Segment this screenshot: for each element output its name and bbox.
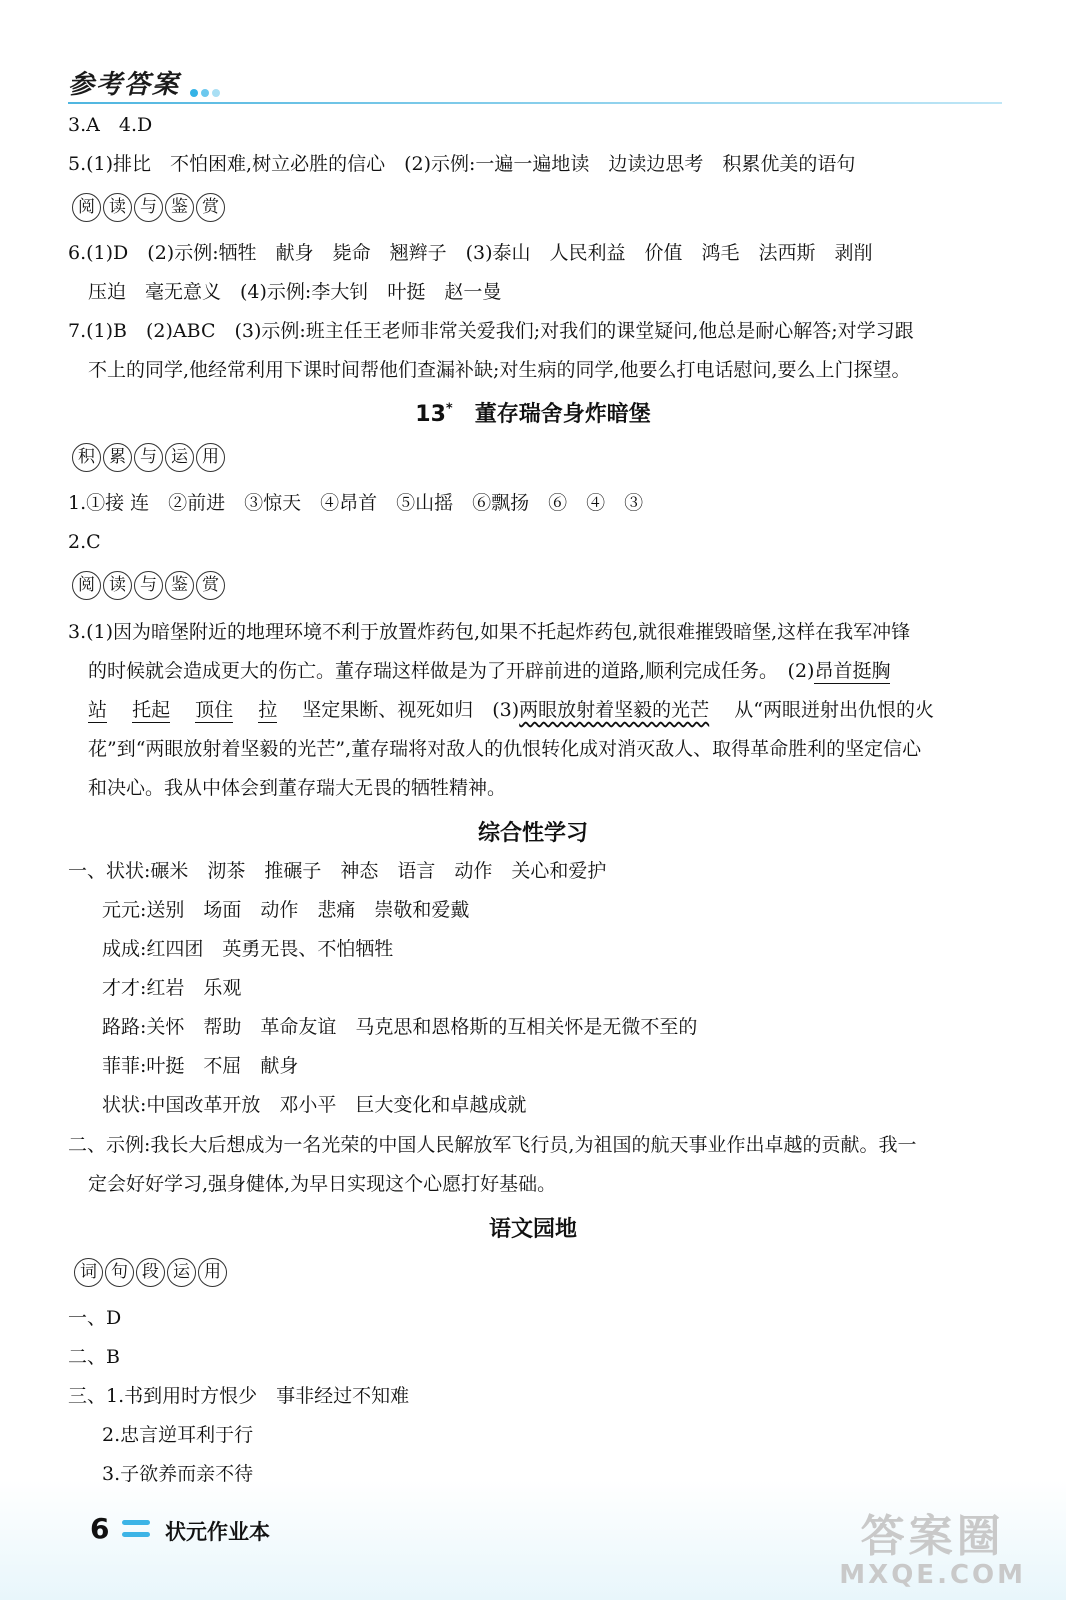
answer-line: 成成:红四团 英勇无畏、不怕牺牲: [102, 938, 394, 960]
underlined-answer: 站: [88, 699, 108, 721]
header-dots: [190, 82, 223, 101]
answer-line: [88, 658, 890, 684]
answer-line: 6.(1)D (2)示例:牺牲 献身 毙命 翘辫子 (3)泰山 人民利益 价值 鸿毛 法西斯 剥削: [68, 242, 873, 264]
badge-char: 与: [134, 571, 163, 600]
answer-line: 不上的同学,他经常利用下课时间帮他们查漏补缺;对生病的同学,他要么打电话慰问,要么上门探望。: [88, 359, 911, 381]
chinese-garden-title: 语文园地: [488, 1217, 577, 1242]
answer-line: 二、B: [68, 1346, 120, 1368]
section-badge-reading: [72, 571, 225, 600]
underlined-answer: 托起: [132, 699, 171, 721]
badge-char: 读: [103, 193, 132, 222]
badge-char: 鉴: [165, 193, 194, 222]
badge-char: 段: [136, 1258, 165, 1287]
badge-char: 读: [103, 571, 132, 600]
comprehensive-study-title: 综合性学习: [477, 821, 588, 846]
badge-char: 与: [134, 443, 163, 472]
answer-line: 1.①接 连 ②前进 ③惊天 ④昂首 ⑤山摇 ⑥飘扬 ⑥ ④ ③: [68, 492, 644, 514]
answer-line: 一、状状:碾米 沏茶 推碾子 神态 语言 动作 关心和爱护: [68, 860, 607, 882]
watermark-text: 答案圈: [860, 1511, 1005, 1562]
lesson-star: *: [445, 401, 453, 417]
section-badge-words: [74, 1258, 227, 1287]
answer-line: 才才:红岩 乐观: [102, 977, 242, 999]
header-divider: [68, 102, 1002, 104]
answer-line: 三、1.书到用时方恨少 事非经过不知难: [68, 1385, 410, 1407]
section-badge-reading: [72, 193, 225, 222]
page-header-title: 参考答案: [68, 70, 181, 100]
answer-line: 2.C: [68, 531, 101, 553]
badge-char: 阅: [72, 571, 101, 600]
answer-line: 元元:送别 场面 动作 悲痛 崇敬和爱戴: [102, 899, 470, 921]
badge-char: 积: [72, 443, 101, 472]
badge-char: 句: [105, 1258, 134, 1287]
underlined-answer: 拉: [258, 699, 278, 721]
answer-line: 7.(1)B (2)ABC (3)示例:班主任王老师非常关爱我们;对我们的课堂疑问,他总是耐心解答;对学习跟: [68, 320, 914, 342]
answer-line: 菲菲:叶挺 不屈 献身: [102, 1055, 299, 1077]
badge-char: 运: [167, 1258, 196, 1287]
lesson-13-title: [0, 397, 1066, 428]
badge-char: 与: [134, 193, 163, 222]
footer-accent-bar: [122, 1520, 150, 1525]
answer-line: 压迫 毫无意义 (4)示例:李大钊 叶挺 赵一曼: [88, 281, 502, 303]
answer-line: 3.(1)因为暗堡附近的地理环境不利于放置炸药包,如果不托起炸药包,就很难摧毁暗堡,这样在我军冲锋: [68, 621, 911, 643]
answer-line: [88, 697, 934, 723]
answer-line: 花”到“两眼放射着坚毅的光芒”,董存瑞将对敌人的仇恨转化成对消灭敌人、取得革命胜利的坚定信心: [88, 738, 922, 760]
badge-char: 运: [165, 443, 194, 472]
underlined-answer: 顶住: [195, 699, 234, 721]
badge-char: 累: [103, 443, 132, 472]
badge-char: 用: [198, 1258, 227, 1287]
watermark-url: MXQE.COM: [839, 1560, 1026, 1590]
book-title: 状元作业本: [165, 1520, 270, 1544]
wavy-underlined-answer: 两眼放射着坚毅的光芒: [519, 699, 710, 721]
answer-line: 5.(1)排比 不怕困难,树立必胜的信心 (2)示例:一遍一遍地读 边读边思考 积累优美的语句: [68, 153, 856, 175]
watermark-logo: [839, 1500, 1026, 1590]
answer-line: 一、D: [68, 1307, 122, 1329]
header-dot: [201, 89, 209, 97]
underlined-answer: 昂首挺胸: [814, 660, 891, 682]
header-dot: [212, 89, 220, 97]
answer-line: 3.子欲养而亲不待: [102, 1463, 254, 1485]
lesson-number: 13: [415, 402, 446, 427]
answer-line: 状状:中国改革开放 邓小平 巨大变化和卓越成就: [102, 1094, 527, 1116]
answer-line: 定会好好学习,强身健体,为早日实现这个心愿打好基础。: [88, 1173, 557, 1195]
badge-char: 用: [196, 443, 225, 472]
header-dot: [190, 89, 198, 97]
answer-text: 的时候就会造成更大的伤亡。董存瑞这样做是为了开辟前进的道路,顺利完成任务。 (2): [88, 660, 815, 682]
answer-line: 二、示例:我长大后想成为一名光荣的中国人民解放军飞行员,为祖国的航天事业作出卓越的贡献。我一: [68, 1134, 917, 1156]
badge-char: 阅: [72, 193, 101, 222]
badge-char: 鉴: [165, 571, 194, 600]
answer-line: 2.忠言逆耳利于行: [102, 1424, 254, 1446]
badge-char: 赏: [196, 193, 225, 222]
page-number: 6: [90, 1512, 110, 1545]
badge-char: 赏: [196, 571, 225, 600]
section-badge-accumulation: [72, 443, 225, 472]
answer-line: 路路:关怀 帮助 革命友谊 马克思和恩格斯的互相关怀是无微不至的: [102, 1016, 698, 1038]
badge-char: 词: [74, 1258, 103, 1287]
lesson-title-text: 董存瑞舍身炸暗堡: [474, 402, 651, 427]
answer-line: 3.A 4.D: [68, 114, 153, 136]
answer-text: 从“两眼迸射出仇恨的火: [734, 699, 934, 721]
answer-line: 和决心。我从中体会到董存瑞大无畏的牺牲精神。: [88, 777, 507, 799]
footer-accent-bar: [122, 1532, 150, 1537]
answer-text: 坚定果断、视死如归 (3): [302, 699, 520, 721]
